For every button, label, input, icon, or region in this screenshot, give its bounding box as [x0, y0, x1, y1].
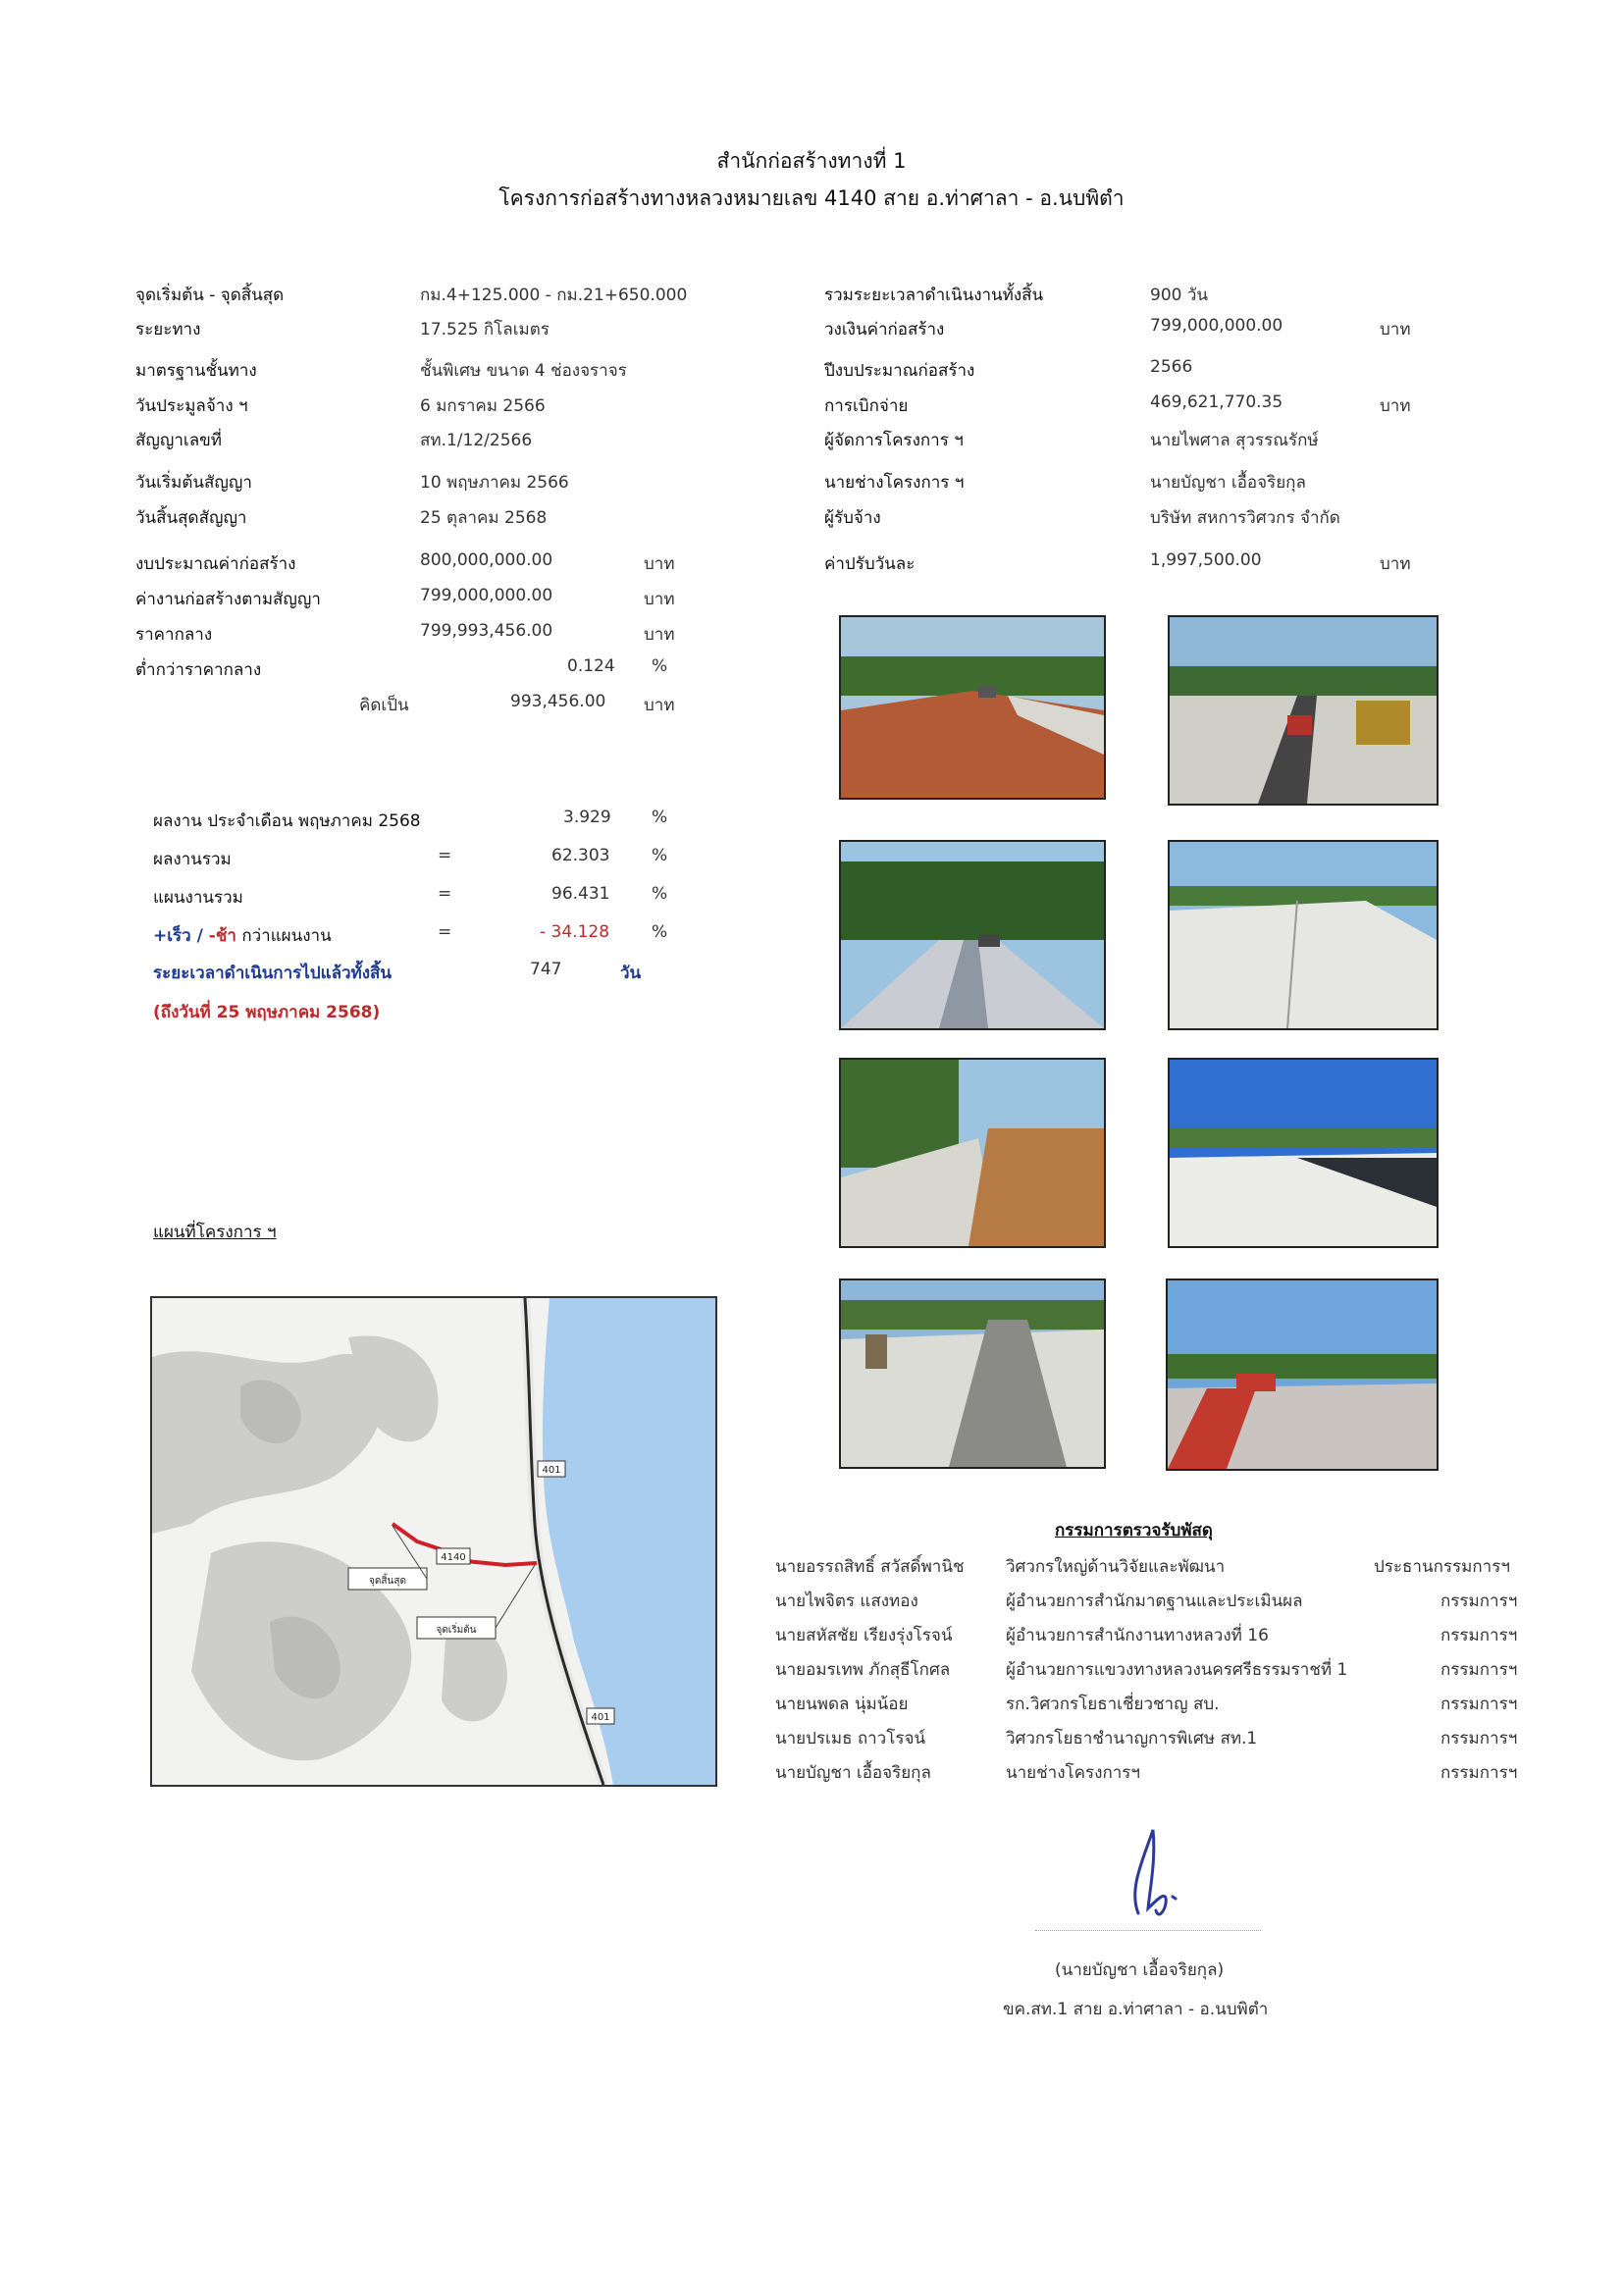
signatory-name: (นายบัญชา เอื้อจริยกุล) [1055, 1960, 1225, 1980]
member-position: นายช่างโครงการฯ [1006, 1763, 1140, 1783]
pct-unit: % [652, 884, 668, 904]
committee-heading: กรรมการตรวจรับพัสดุ [1055, 1521, 1213, 1540]
info-label: การเบิกจ่าย [824, 396, 909, 416]
road-4140-label: 4140 [441, 1552, 466, 1563]
info-label: ค่าปรับวันละ [824, 554, 916, 574]
info-value: นายไพศาล สุวรรณรักษ์ [1150, 431, 1319, 450]
site-photo-1 [839, 615, 1106, 800]
info-label: สัญญาเลขที่ [135, 431, 222, 450]
site-photo-6 [1168, 1058, 1439, 1248]
end-point-label: จุดสิ้นสุด [369, 1576, 406, 1587]
diff-rest-label: กว่าแผนงาน [236, 926, 332, 946]
plan-progress-value: 96.431 [551, 884, 610, 904]
info-unit: บาท [1380, 554, 1411, 574]
info-label: นายช่างโครงการ ฯ [824, 473, 965, 493]
info-label: ระยะทาง [135, 320, 201, 339]
elapsed-value: 747 [530, 960, 562, 979]
info-value: สท.1/12/2566 [420, 431, 533, 450]
site-photo-2 [1168, 615, 1439, 806]
member-role: กรรมการฯ [1440, 1592, 1518, 1611]
info-value: 17.525 กิโลเมตร [420, 320, 550, 339]
member-name: นายนพดล นุ่มน้อย [775, 1695, 909, 1714]
pct-unit: % [652, 846, 668, 865]
start-point-label: จุดเริ่มต้น [436, 1625, 477, 1636]
kidpen-label: คิดเป็น [359, 696, 409, 715]
info-value: 469,621,770.35 [1150, 392, 1283, 412]
info-label: ค่างานก่อสร้างตามสัญญา [135, 590, 321, 609]
diff-label [153, 922, 332, 949]
member-position: รก.วิศวกรโยธาเชี่ยวชาญ สบ. [1006, 1695, 1220, 1714]
elapsed-unit: วัน [620, 964, 642, 983]
site-photo-5 [839, 1058, 1106, 1248]
road-401-top-label: 401 [542, 1465, 561, 1476]
info-unit: % [652, 656, 668, 676]
kidpen-value: 993,456.00 [510, 692, 606, 711]
info-label: วงเงินค่าก่อสร้าง [824, 320, 945, 339]
info-unit: บาท [1380, 320, 1411, 339]
info-value: 799,000,000.00 [420, 586, 553, 605]
member-name: นายบัญชา เอื้อจริยกุล [775, 1763, 931, 1783]
eq-sign: = [438, 884, 452, 904]
site-photo-8 [1166, 1278, 1439, 1471]
info-label: จุดเริ่มต้น - จุดสิ้นสุด [135, 286, 285, 305]
plan-progress-label: แผนงานรวม [153, 888, 243, 908]
member-role: กรรมการฯ [1440, 1763, 1518, 1783]
info-value: 10 พฤษภาคม 2566 [420, 473, 569, 493]
info-label: วันประมูลจ้าง ฯ [135, 396, 248, 416]
kidpen-unit: บาท [644, 696, 675, 715]
diff-separator: / [190, 926, 209, 946]
info-value: นายบัญชา เอื้อจริยกุล [1150, 473, 1306, 493]
diff-value: - 34.128 [540, 922, 610, 942]
info-label: ผู้จัดการโครงการ ฯ [824, 431, 964, 450]
pct-unit: % [652, 808, 668, 827]
site-photo-7 [839, 1278, 1106, 1469]
monthly-progress-value: 3.929 [563, 808, 611, 827]
member-role: กรรมการฯ [1440, 1626, 1518, 1645]
member-position: ผู้อำนวยการแขวงทางหลวงนครศรีธรรมราชที่ 1 [1006, 1660, 1348, 1680]
site-photo-3 [839, 840, 1106, 1030]
info-label: มาตรฐานชั้นทาง [135, 361, 257, 381]
info-value: 799,993,456.00 [420, 621, 553, 641]
signature-line [1035, 1930, 1261, 1931]
info-value: 900 วัน [1150, 286, 1209, 305]
member-position: ผู้อำนวยการสำนักงานทางหลวงที่ 16 [1006, 1626, 1269, 1645]
member-role: กรรมการฯ [1440, 1729, 1518, 1748]
road-401-bottom-label: 401 [591, 1712, 610, 1723]
member-position: ผู้อำนวยการสำนักมาตฐานและประเมินผล [1006, 1592, 1303, 1611]
info-label: วันเริ่มต้นสัญญา [135, 473, 252, 493]
member-name: นายไพจิตร แสงทอง [775, 1592, 918, 1611]
member-role: ประธานกรรมการฯ [1374, 1557, 1510, 1577]
total-progress-value: 62.303 [551, 846, 610, 865]
info-label: รวมระยะเวลาดำเนินงานทั้งสิ้น [824, 286, 1044, 305]
fast-label: +เร็ว [153, 926, 191, 946]
info-label: ต่ำกว่าราคากลาง [135, 660, 262, 680]
info-value: บริษัท สหการวิศวกร จำกัด [1150, 508, 1340, 528]
info-value: 800,000,000.00 [420, 550, 553, 570]
signatory-title: ขค.สท.1 สาย อ.ท่าศาลา - อ.นบพิตำ [1003, 2000, 1269, 2019]
signature-image [1099, 1820, 1217, 1928]
elapsed-label: ระยะเวลาดำเนินการไปแล้วทั้งสิ้น [153, 964, 393, 983]
pct-unit: % [652, 922, 668, 942]
info-value: 1,997,500.00 [1150, 550, 1262, 570]
project-title: โครงการก่อสร้างทางหลวงหมายเลข 4140 สาย อ.ท่าศาลา - อ.นบพิตำ [498, 186, 1125, 210]
info-label: ราคากลาง [135, 625, 213, 645]
slow-label: -ช้า [208, 926, 236, 946]
site-photo-4 [1168, 840, 1439, 1030]
info-value: 6 มกราคม 2566 [420, 396, 546, 416]
info-unit: บาท [1380, 396, 1411, 416]
as-of-date: (ถึงวันที่ 25 พฤษภาคม 2568) [153, 1003, 381, 1022]
member-name: นายอมรเทพ ภักสุธีโกศล [775, 1660, 951, 1680]
office-title: สำนักก่อสร้างทางที่ 1 [716, 149, 907, 173]
info-label: วันสิ้นสุดสัญญา [135, 508, 247, 528]
member-role: กรรมการฯ [1440, 1695, 1518, 1714]
map-heading: แผนที่โครงการ ฯ [153, 1223, 277, 1242]
eq-sign: = [438, 922, 452, 942]
info-unit: บาท [644, 554, 675, 574]
info-label: งบประมาณค่าก่อสร้าง [135, 554, 296, 574]
info-value: 25 ตุลาคม 2568 [420, 508, 548, 528]
eq-sign: = [438, 846, 452, 865]
info-value: 799,000,000.00 [1150, 316, 1283, 336]
info-value: 2566 [1150, 357, 1193, 377]
monthly-progress-label: ผลงาน ประจำเดือน พฤษภาคม 2568 [153, 811, 421, 831]
member-role: กรรมการฯ [1440, 1660, 1518, 1680]
info-value: 0.124 [567, 656, 615, 676]
member-position: วิศวกรโยธาชำนาญการพิเศษ สท.1 [1006, 1729, 1258, 1748]
info-value: ชั้นพิเศษ ขนาด 4 ช่องจราจร [420, 361, 627, 381]
info-value: กม.4+125.000 - กม.21+650.000 [420, 286, 688, 305]
info-label: ปีงบประมาณก่อสร้าง [824, 361, 975, 381]
info-unit: บาท [644, 625, 675, 645]
info-label: ผู้รับจ้าง [824, 508, 881, 528]
member-position: วิศวกรใหญ่ด้านวิจัยและพัฒนา [1006, 1557, 1226, 1577]
total-progress-label: ผลงานรวม [153, 850, 232, 869]
member-name: นายสหัสชัย เรียงรุ่งโรจน์ [775, 1626, 953, 1645]
project-map [150, 1296, 717, 1787]
member-name: นายปรเมธ ถาวโรจน์ [775, 1729, 926, 1748]
info-unit: บาท [644, 590, 675, 609]
member-name: นายอรรถสิทธิ์ สวัสดิ์พานิช [775, 1557, 965, 1577]
